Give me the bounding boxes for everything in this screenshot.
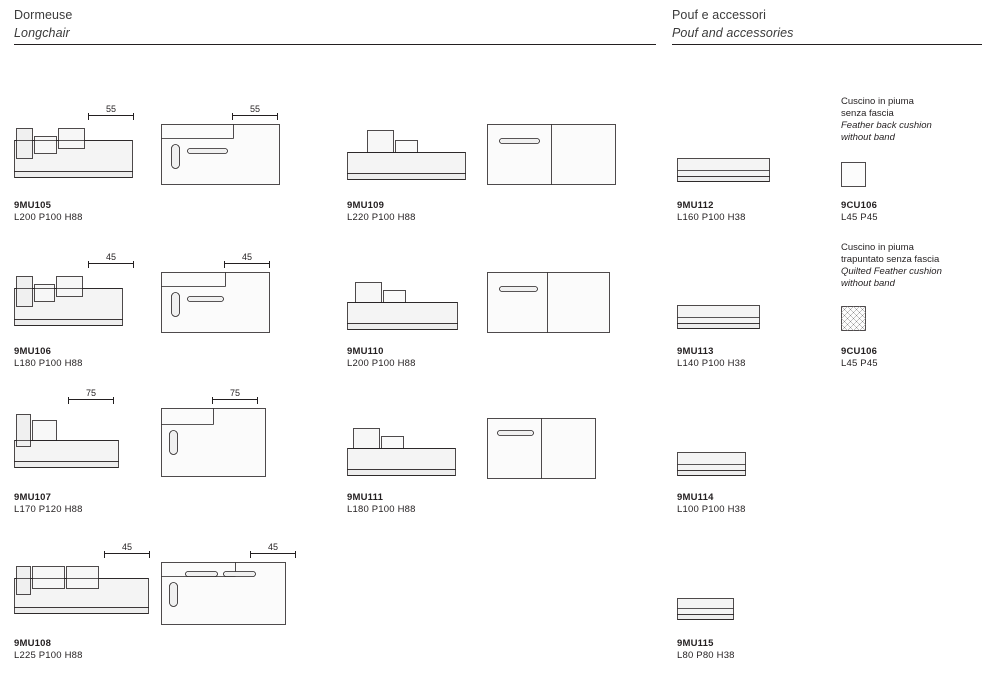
drawing-9mu112	[677, 158, 771, 186]
drawing-9mu109-plan	[487, 124, 617, 186]
label-9mu105: 9MU105 L200 P100 H88	[14, 200, 83, 223]
drawing-9mu105-plan	[161, 124, 281, 186]
drawing-9mu110-front	[347, 278, 463, 334]
drawing-9cu106-quilted	[841, 306, 867, 332]
label-9mu114: 9MU114 L100 P100 H38	[677, 492, 746, 515]
accessory-caption-2-en-l1: Quilted Feather cushion	[841, 266, 942, 277]
drawing-9mu108-front	[14, 562, 154, 624]
accessory-caption-2-en-l2: without band	[841, 278, 895, 289]
label-9mu107: 9MU107 L170 P120 H88	[14, 492, 83, 515]
drawing-9mu111-plan	[487, 418, 597, 480]
drawing-9mu107-front	[14, 412, 122, 472]
label-9mu108: 9MU108 L225 P100 H88	[14, 638, 83, 661]
drawing-9mu107-plan	[161, 408, 267, 478]
drawing-9mu109-front	[347, 128, 469, 186]
accessory-caption-1-it-l2: senza fascia	[841, 108, 894, 119]
drawing-9mu115	[677, 598, 735, 626]
section-header-pouf-en: Pouf and accessories	[672, 26, 794, 40]
drawing-9cu106-plain	[841, 162, 867, 188]
drawing-9mu105-front	[14, 126, 136, 186]
accessory-caption-2-it-l2: trapuntato senza fascia	[841, 254, 940, 265]
dim-9mu106-front: 45	[88, 252, 134, 264]
accessory-caption-2-it-l1: Cuscino in piuma	[841, 242, 914, 253]
dim-9mu108-plan: 45	[250, 542, 296, 554]
drawing-9mu113	[677, 305, 761, 333]
section-header-pouf	[672, 6, 982, 45]
section-header-dormeuse-en: Longchair	[14, 26, 70, 40]
accessory-caption-1-it-l1: Cuscino in piuma	[841, 96, 914, 107]
accessory-caption-1	[841, 96, 991, 144]
accessory-caption-1-en-l1: Feather back cushion	[841, 120, 932, 131]
dim-9mu105-front: 55	[88, 104, 134, 116]
accessory-caption-1-en-l2: without band	[841, 132, 895, 143]
label-9mu106: 9MU106 L180 P100 H88	[14, 346, 83, 369]
dim-9mu106-plan: 45	[224, 252, 270, 264]
drawing-9mu110-plan	[487, 272, 611, 334]
dim-9mu105-plan: 55	[232, 104, 278, 116]
label-9mu115: 9MU115 L80 P80 H38	[677, 638, 735, 661]
section-header-dormeuse	[14, 6, 656, 45]
dim-9mu107-front: 75	[68, 388, 114, 400]
drawing-9mu111-front	[347, 424, 459, 480]
label-9mu110: 9MU110 L200 P100 H88	[347, 346, 416, 369]
drawing-9mu108-plan	[161, 562, 287, 626]
drawing-9mu106-plan	[161, 272, 271, 334]
dim-9mu107-plan: 75	[212, 388, 258, 400]
dim-9mu108-front: 45	[104, 542, 150, 554]
section-header-pouf-it: Pouf e accessori	[672, 8, 767, 22]
label-9mu111: 9MU111 L180 P100 H88	[347, 492, 416, 515]
label-9mu113: 9MU113 L140 P100 H38	[677, 346, 746, 369]
label-9mu112: 9MU112 L160 P100 H38	[677, 200, 746, 223]
accessory-caption-2	[841, 242, 991, 290]
label-9cu106-plain: 9CU106 L45 P45	[841, 200, 878, 223]
label-9cu106-quilted: 9CU106 L45 P45	[841, 346, 878, 369]
section-header-dormeuse-it: Dormeuse	[14, 8, 73, 22]
drawing-9mu106-front	[14, 274, 126, 334]
label-9mu109: 9MU109 L220 P100 H88	[347, 200, 416, 223]
drawing-9mu114	[677, 452, 747, 480]
